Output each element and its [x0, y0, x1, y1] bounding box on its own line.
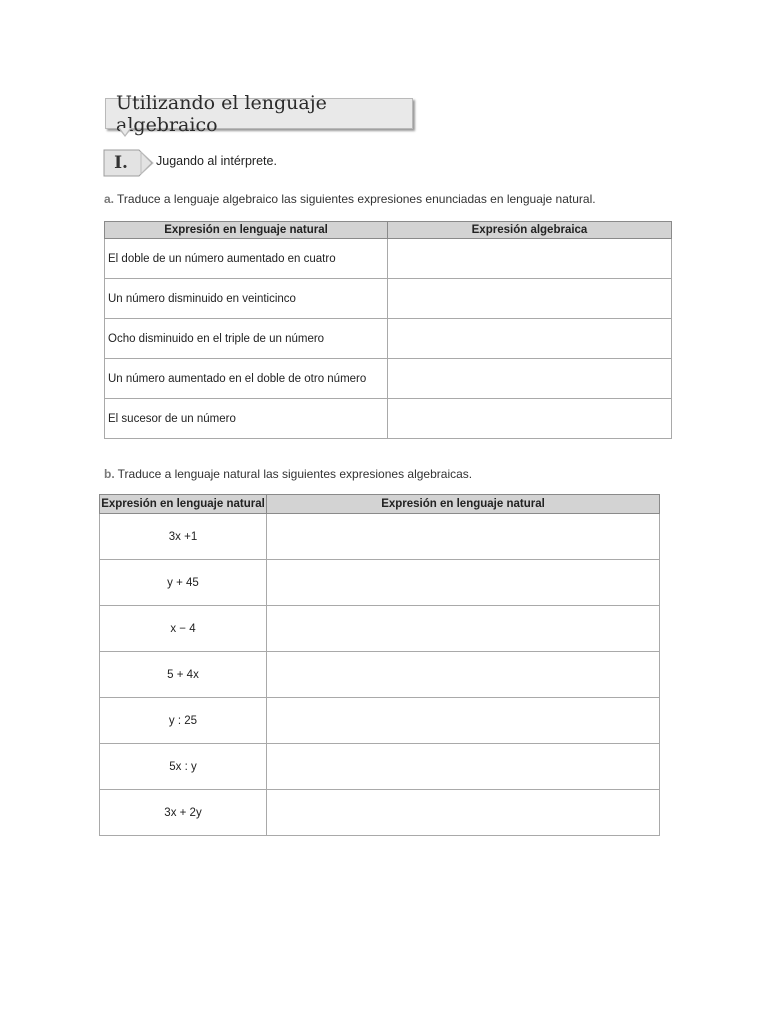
table-b-answer-cell[interactable]: [267, 744, 660, 790]
table-b-cell-expression: x − 4: [100, 606, 267, 652]
table-b-answer-cell[interactable]: [267, 698, 660, 744]
instruction-b: [104, 467, 472, 481]
table-b-answer-cell[interactable]: [267, 514, 660, 560]
table-a-cell-natural: El doble de un número aumentado en cuatro: [105, 239, 388, 279]
section-number: I.: [114, 153, 128, 173]
table-b-cell-expression: 5x : y: [100, 744, 267, 790]
table-row: [100, 652, 660, 698]
title-callout-tail-fill: [120, 128, 130, 135]
table-b-answer-cell[interactable]: [267, 560, 660, 606]
table-a-header-row: [105, 222, 672, 239]
table-a-answer-cell[interactable]: [388, 359, 672, 399]
table-a-answer-cell[interactable]: [388, 239, 672, 279]
table-b-cell-expression: y : 25: [100, 698, 267, 744]
table-row: [100, 514, 660, 560]
table-a-cell-natural: El sucesor de un número: [105, 399, 388, 439]
table-b-answer-cell[interactable]: [267, 652, 660, 698]
table-b-header-row: [100, 495, 660, 514]
worksheet-title: [105, 91, 413, 136]
instruction-a-letter: a.: [104, 192, 115, 206]
table-row: [100, 790, 660, 836]
instruction-b-letter: b.: [104, 467, 115, 481]
section-title: Jugando al intérprete.: [156, 154, 277, 168]
table-b-header-expression: Expresión en lenguaje natural: [100, 495, 267, 514]
table-row: [105, 279, 672, 319]
table-part-a: [104, 221, 672, 439]
table-row: [105, 359, 672, 399]
table-b-cell-expression: 3x + 2y: [100, 790, 267, 836]
instruction-b-text: Traduce a lenguaje natural las siguientes expresiones algebraicas.: [117, 467, 473, 481]
table-b-cell-expression: 3x +1: [100, 514, 267, 560]
table-b-cell-expression: y + 45: [100, 560, 267, 606]
table-a-cell-natural: Un número aumentado en el doble de otro número: [105, 359, 388, 399]
table-b-answer-cell[interactable]: [267, 606, 660, 652]
table-row: [105, 239, 672, 279]
table-b-header-natural: Expresión en lenguaje natural: [267, 495, 660, 514]
table-b-answer-cell[interactable]: [267, 790, 660, 836]
table-a-header-natural: Expresión en lenguaje natural: [105, 222, 388, 239]
instruction-a: [104, 192, 596, 206]
table-a-cell-natural: Ocho disminuido en el triple de un número: [105, 319, 388, 359]
worksheet-title-text: Utilizando el lenguaje algebraico: [116, 91, 327, 136]
table-row: [105, 399, 672, 439]
table-row: [100, 560, 660, 606]
table-a-header-algebraic: Expresión algebraica: [388, 222, 672, 239]
table-a-answer-cell[interactable]: [388, 399, 672, 439]
table-part-b: [99, 494, 660, 836]
table-row: [100, 606, 660, 652]
table-a-answer-cell[interactable]: [388, 279, 672, 319]
table-a-answer-cell[interactable]: [388, 319, 672, 359]
table-a-cell-natural: Un número disminuido en veinticinco: [105, 279, 388, 319]
instruction-a-text: Traduce a lenguaje algebraico las siguientes expresiones enunciadas en lenguaje natural.: [117, 192, 596, 206]
table-row: [100, 698, 660, 744]
table-b-cell-expression: 5 + 4x: [100, 652, 267, 698]
table-row: [105, 319, 672, 359]
table-row: [100, 744, 660, 790]
